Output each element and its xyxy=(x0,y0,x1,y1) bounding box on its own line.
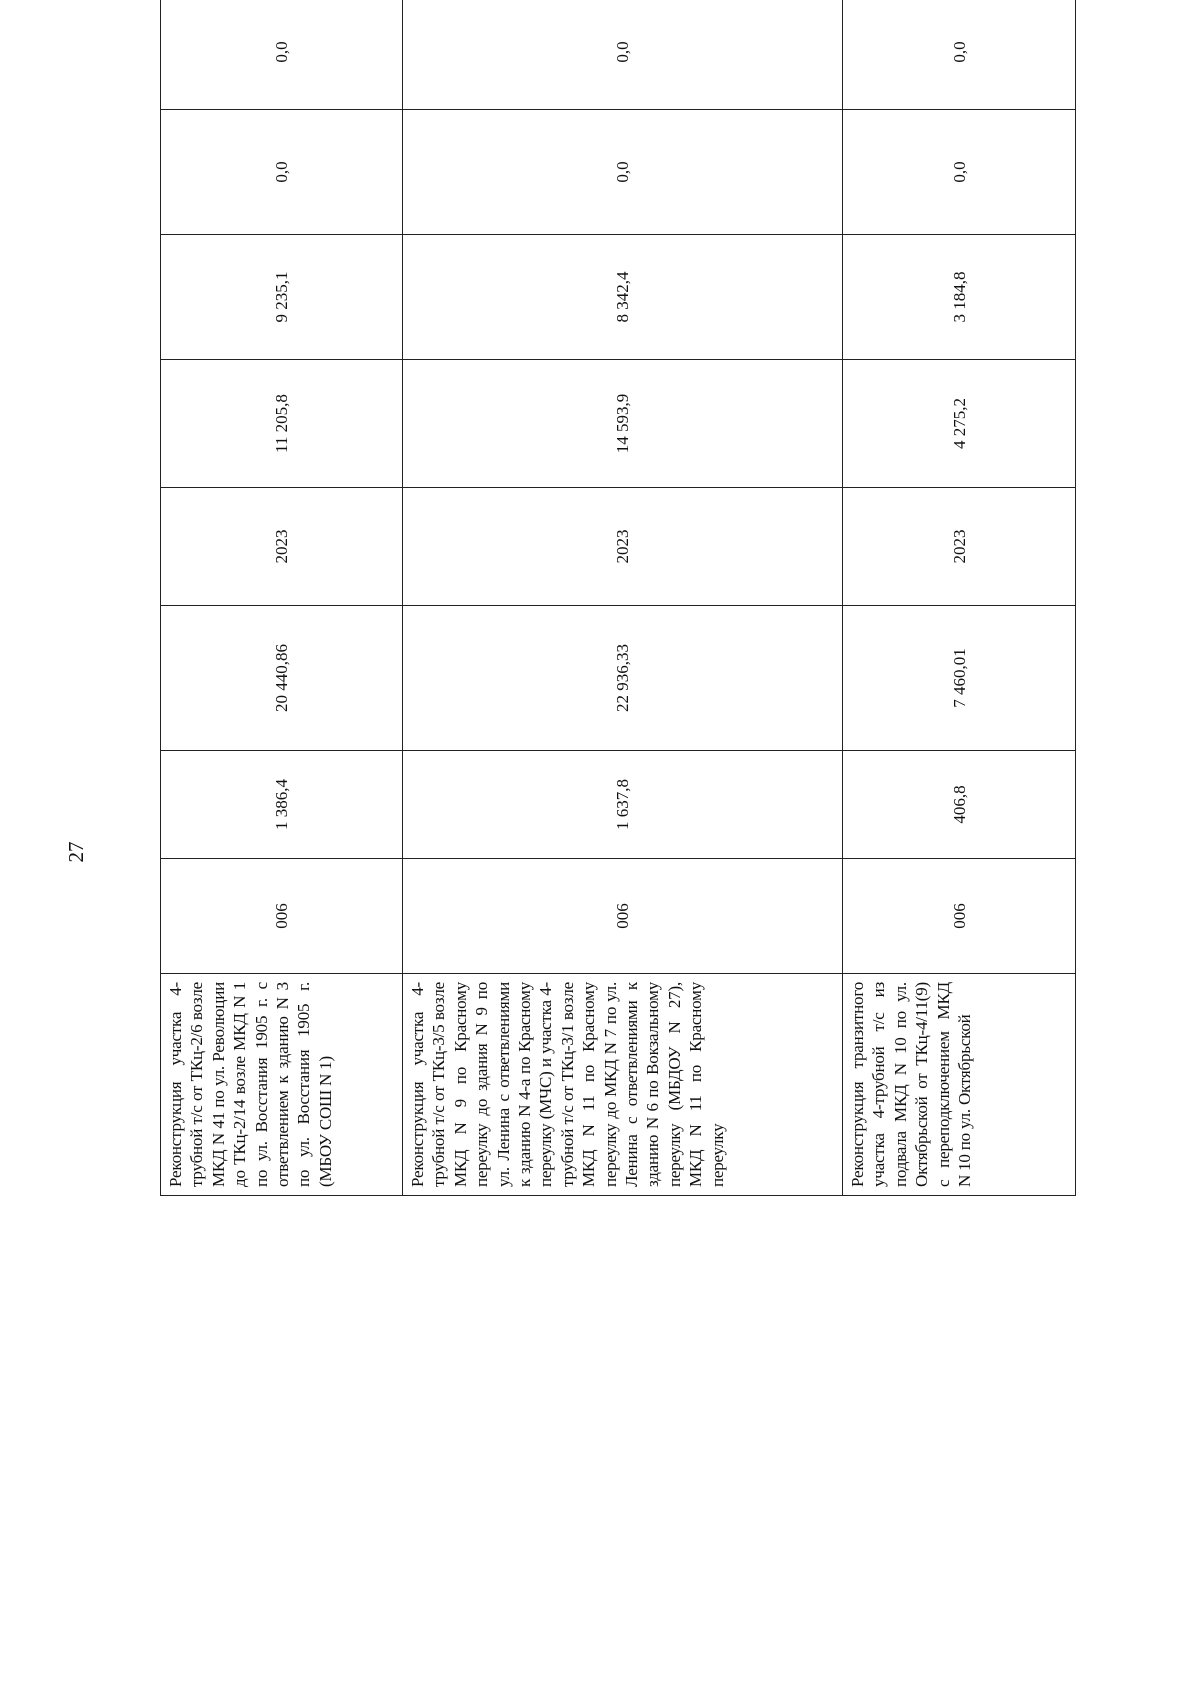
cell-value-d: 0,0 xyxy=(161,0,403,110)
cell-code: 006 xyxy=(843,859,1076,974)
cell-value-c: 0,0 xyxy=(161,110,403,235)
cell-value-a: 11 205,8 xyxy=(161,360,403,488)
cell-value-c: 0,0 xyxy=(403,110,843,235)
cell-value-b: 9 235,1 xyxy=(161,235,403,360)
cell-value-d: 0,0 xyxy=(843,0,1076,110)
cell-length: 406,8 xyxy=(843,751,1076,859)
cell-code: 006 xyxy=(403,859,843,974)
cell-description: Реконструкция участка 4-трубной т/с от ТКц-3/5 возле МКД N 9 по Красному переулку до здания N 9 по ул. Ленина с ответвлениями к зданию N 4-а по Красному переулку (МЧС) и участка 4-трубной т/с от ТКц-3/1 возле МКД N 11 по Красному переулку до МКД N 7 по ул. Ленина с ответвлениями к зданию N 6 по Вокзальному переулку (МБДОУ N 27), МКД N 11 по Красному переулку xyxy=(403,974,843,1196)
investment-table xyxy=(160,0,1076,1196)
cell-value-a: 4 275,2 xyxy=(843,360,1076,488)
cell-length: 1 637,8 xyxy=(403,751,843,859)
table-row xyxy=(403,0,843,1196)
table-row xyxy=(843,0,1076,1196)
table-row xyxy=(161,0,403,1196)
cell-year: 2023 xyxy=(161,488,403,606)
cell-description: Реконструкция участка 4-трубной т/с от ТКц-2/6 возле МКД N 41 по ул. Революции до ТКц-2/14 возле МКД N 1 по ул. Восстания 1905 г. с ответвлением к зданию N 3 по ул. Восстания 1905 г. (МБОУ СОШ N 1) xyxy=(161,974,403,1196)
cell-value-d: 0,0 xyxy=(403,0,843,110)
cell-cost-total: 7 460,01 xyxy=(843,606,1076,751)
cell-cost-total: 20 440,86 xyxy=(161,606,403,751)
page-number: 27 xyxy=(64,841,88,863)
cell-description: Реконструкция транзитного участка 4-трубной т/с из подвала МКД N 10 по ул. Октябрьской от ТКц-4/11(9) с переподключением МКД N 10 по ул. Октябрьской xyxy=(843,974,1076,1196)
cell-year: 2023 xyxy=(403,488,843,606)
cell-length: 1 386,4 xyxy=(161,751,403,859)
cell-value-b: 3 184,8 xyxy=(843,235,1076,360)
cell-value-b: 8 342,4 xyxy=(403,235,843,360)
cell-value-a: 14 593,9 xyxy=(403,360,843,488)
cell-year: 2023 xyxy=(843,488,1076,606)
cell-value-c: 0,0 xyxy=(843,110,1076,235)
cell-code: 006 xyxy=(161,859,403,974)
cell-cost-total: 22 936,33 xyxy=(403,606,843,751)
